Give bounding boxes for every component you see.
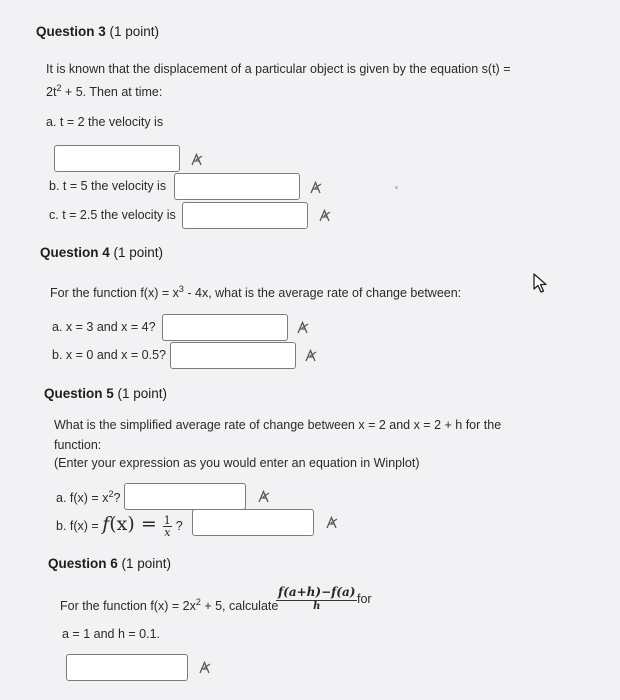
q6-answer-input[interactable] [66,654,188,681]
q6-frac-den: h [313,601,321,612]
q3-a-answer-input[interactable] [54,145,180,172]
q5-b-math-f: f [102,513,110,535]
q5-prompt-line1: What is the simplified average rate of change between x = 2 and x = 2 + h for the [54,418,502,432]
q4-a-preview-icon[interactable] [296,321,311,334]
q6-fraction [276,585,357,612]
q6-prompt-end: for [357,592,372,606]
q4-title [40,245,163,260]
q4-title-text: Question 4 [40,245,110,260]
q6-line2: a = 1 and h = 0.1. [62,627,160,641]
q5-title-text: Question 5 [44,386,114,401]
q5-b-label-post: ? [175,519,183,533]
q3-prompt-line2-post: + 5. Then at time: [61,85,163,100]
q4-prompt [50,284,461,300]
q4-prompt-pre: For the function f(x) = x [50,286,179,301]
q5-b-frac-den: x [164,526,171,540]
q3-prompt-line2 [46,83,162,99]
q3-title [36,24,159,39]
q4-b-label: b. x = 0 and x = 0.5? [52,348,166,362]
q6-frac-num: f(a+h)−f(a) [278,585,356,599]
q5-prompt-line3: (Enter your expression as you would enter an equation in Winplot) [54,456,420,470]
q5-a-label [56,489,120,505]
q6-prompt [60,597,278,613]
q5-b-math-paren: (x) [109,513,135,535]
q3-b-preview-icon[interactable] [309,181,324,194]
q3-prompt-line2-pre: 2t [46,85,57,100]
q5-a-label-sup: 2 [108,489,114,499]
q5-b-answer-input[interactable] [192,509,314,536]
q3-a-label: a. t = 2 the velocity is [46,115,164,129]
q4-a-label: a. x = 3 and x = 4? [52,320,156,334]
q5-b-math-fraction [163,515,172,538]
q6-points: (1 point) [121,556,172,571]
q5-a-label-post: ? [113,491,121,506]
q3-a-preview-icon[interactable] [190,153,205,166]
q3-prompt-line2-sup: 2 [56,83,62,93]
q3-title-text: Question 3 [36,24,106,39]
q4-a-answer-input[interactable] [162,314,288,341]
q5-b-label [56,512,183,540]
q6-title [48,556,171,571]
q3-c-preview-icon[interactable] [318,209,333,222]
q3-prompt-line1: It is known that the displacement of a particular object is given by the equation s(t) = [46,62,511,76]
q6-prompt-pre: For the function f(x) = 2x [60,599,196,614]
mouse-cursor-icon [530,272,550,294]
q6-prompt-post: + 5, calculate [200,599,279,614]
q5-a-preview-icon[interactable] [257,490,272,503]
q6-prompt-sup: 2 [195,597,201,607]
q4-b-answer-input[interactable] [170,342,296,369]
q3-c-answer-input[interactable] [182,202,308,229]
q4-b-preview-icon[interactable] [304,349,319,362]
q4-points: (1 point) [113,245,164,260]
q4-prompt-sup: 3 [178,284,184,294]
q5-title [44,386,167,401]
q5-points: (1 point) [117,386,168,401]
artifact-dot [395,186,398,189]
q3-points: (1 point) [109,24,160,39]
q5-a-label-pre: a. f(x) = x [56,491,109,506]
q3-b-answer-input[interactable] [174,173,300,200]
q5-b-preview-icon[interactable] [325,516,340,529]
q3-b-label: b. t = 5 the velocity is [49,179,167,193]
q4-prompt-post: - 4x, what is the average rate of change between: [183,286,462,301]
q6-title-text: Question 6 [48,556,118,571]
q5-b-label-pre: b. f(x) = [56,519,103,533]
q6-preview-icon[interactable] [198,661,213,674]
q5-prompt-line2: function: [54,438,102,452]
q5-b-frac-num: 1 [163,514,171,528]
q5-b-math-eq: = [134,513,163,535]
q3-c-label: c. t = 2.5 the velocity is [49,208,176,222]
q5-a-answer-input[interactable] [124,483,246,510]
